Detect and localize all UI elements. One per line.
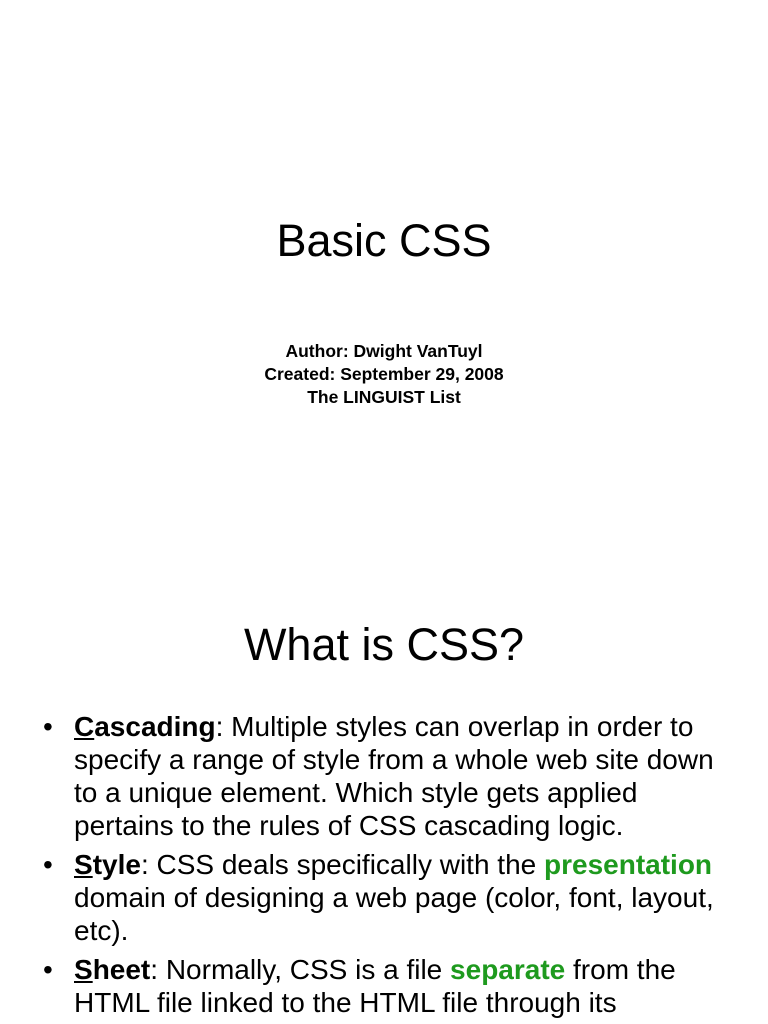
bullet-term [74,954,150,985]
bullet-text-before: : Normally, CSS is a file [150,954,451,985]
organization-line: The LINGUIST List [307,387,461,407]
bullet-item-sheet [0,953,768,1019]
bullet-icon: • [43,954,53,985]
bullet-item-style [0,848,768,947]
bullet-icon: • [43,711,53,742]
bullet-term [74,849,141,880]
content-slide [0,576,768,1024]
bullet-text: : Multiple styles can overlap in order to specify a range of style from a whole web site down to a unique element. Which style gets applied pertains to the rules of CSS cascading logic. [74,711,714,841]
bullet-text-before: : CSS deals specifically with the [140,849,544,880]
term-rest: ascading [94,711,216,742]
term-initial: C [74,711,95,742]
highlight-text: presentation [544,849,713,880]
bullet-text-after: from the HTML file linked to the HTML file through its [74,954,676,1018]
term-rest: tyle [92,849,141,880]
slide-title: Basic CSS [276,215,492,266]
created-line: Created: September 29, 2008 [264,364,504,384]
term-initial: S [74,954,93,985]
highlight-text: separate [450,954,566,985]
bullet-item-cascading [0,710,768,842]
bullet-list [0,710,768,1024]
bullet-text-after: domain of designing a web page (color, font, layout, etc). [74,882,714,946]
term-initial: S [74,849,93,880]
author-line: Author: Dwight VanTuyl [285,341,483,361]
bullet-term [74,711,216,742]
term-rest: heet [92,954,151,985]
bullet-icon: • [43,849,53,880]
slide-meta [0,340,768,409]
slide-heading: What is CSS? [243,619,525,670]
